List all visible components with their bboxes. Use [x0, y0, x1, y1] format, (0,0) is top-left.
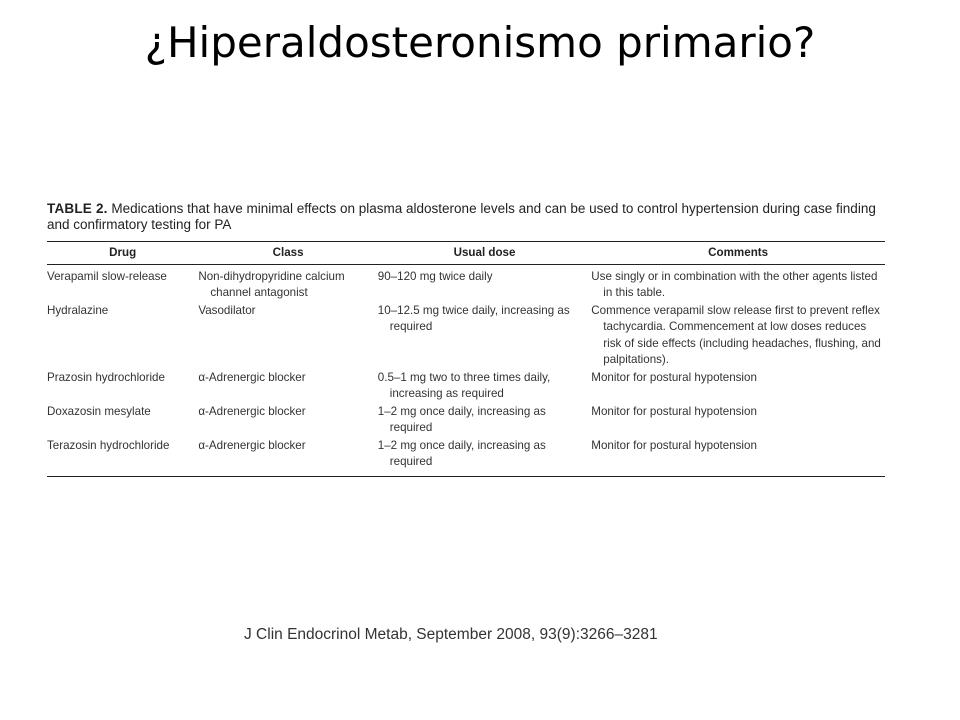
cell-comments: Monitor for postural hypotension: [591, 404, 757, 418]
cell-drug: Prazosin hydrochloride: [47, 370, 165, 384]
cell-dose: 0.5–1 mg two to three times daily, increasing as required: [377, 370, 551, 400]
cell-class: Vasodilator: [198, 303, 256, 317]
cell-comments: Monitor for postural hypotension: [591, 370, 757, 384]
header-drug: Drug: [47, 242, 198, 265]
cell-drug: Verapamil slow-release: [47, 269, 167, 283]
table-row: [47, 264, 885, 303]
table-caption-text: Medications that have minimal effects on plasma aldosterone levels and can be used to control hypertension during case finding and confirmatory testing for PA: [47, 201, 876, 232]
header-usual-dose: Usual dose: [378, 242, 592, 265]
slide-title: ¿Hiperaldosteronismo primario?: [144, 18, 816, 67]
cell-class: α-Adrenergic blocker: [198, 438, 306, 452]
cell-comments: Commence verapamil slow release first to prevent reflex tachycardia. Commencement at low doses reduces risk of side effects (including headaches, flushing, and palpitations).: [591, 303, 881, 366]
table-row: [47, 404, 885, 438]
cell-drug: Doxazosin mesylate: [47, 404, 151, 418]
table-caption: [47, 201, 885, 233]
cell-comments: Monitor for postural hypotension: [591, 438, 757, 452]
cell-dose: 90–120 mg twice daily: [377, 269, 493, 283]
cell-class: α-Adrenergic blocker: [198, 370, 306, 384]
table-row: [47, 438, 885, 477]
header-comments: Comments: [591, 242, 885, 265]
table-header-row: [47, 242, 885, 265]
cell-dose: 1–2 mg once daily, increasing as required: [377, 438, 546, 468]
cell-drug: Terazosin hydrochloride: [47, 438, 170, 452]
cell-drug: Hydralazine: [47, 303, 109, 317]
cell-class: Non-dihydropyridine calcium channel antagonist: [198, 269, 345, 299]
cell-dose: 10–12.5 mg twice daily, increasing as required: [377, 303, 570, 333]
citation: J Clin Endocrinol Metab, September 2008, 93(9):3266–3281: [244, 626, 658, 643]
table-label: TABLE 2.: [47, 201, 108, 216]
table-row: [47, 303, 885, 370]
cell-dose: 1–2 mg once daily, increasing as required: [377, 404, 546, 434]
table-figure: [47, 201, 885, 477]
table-row: [47, 370, 885, 404]
medications-table: [47, 241, 885, 477]
cell-comments: Use singly or in combination with the other agents listed in this table.: [591, 269, 878, 299]
header-class: Class: [198, 242, 377, 265]
cell-class: α-Adrenergic blocker: [198, 404, 306, 418]
